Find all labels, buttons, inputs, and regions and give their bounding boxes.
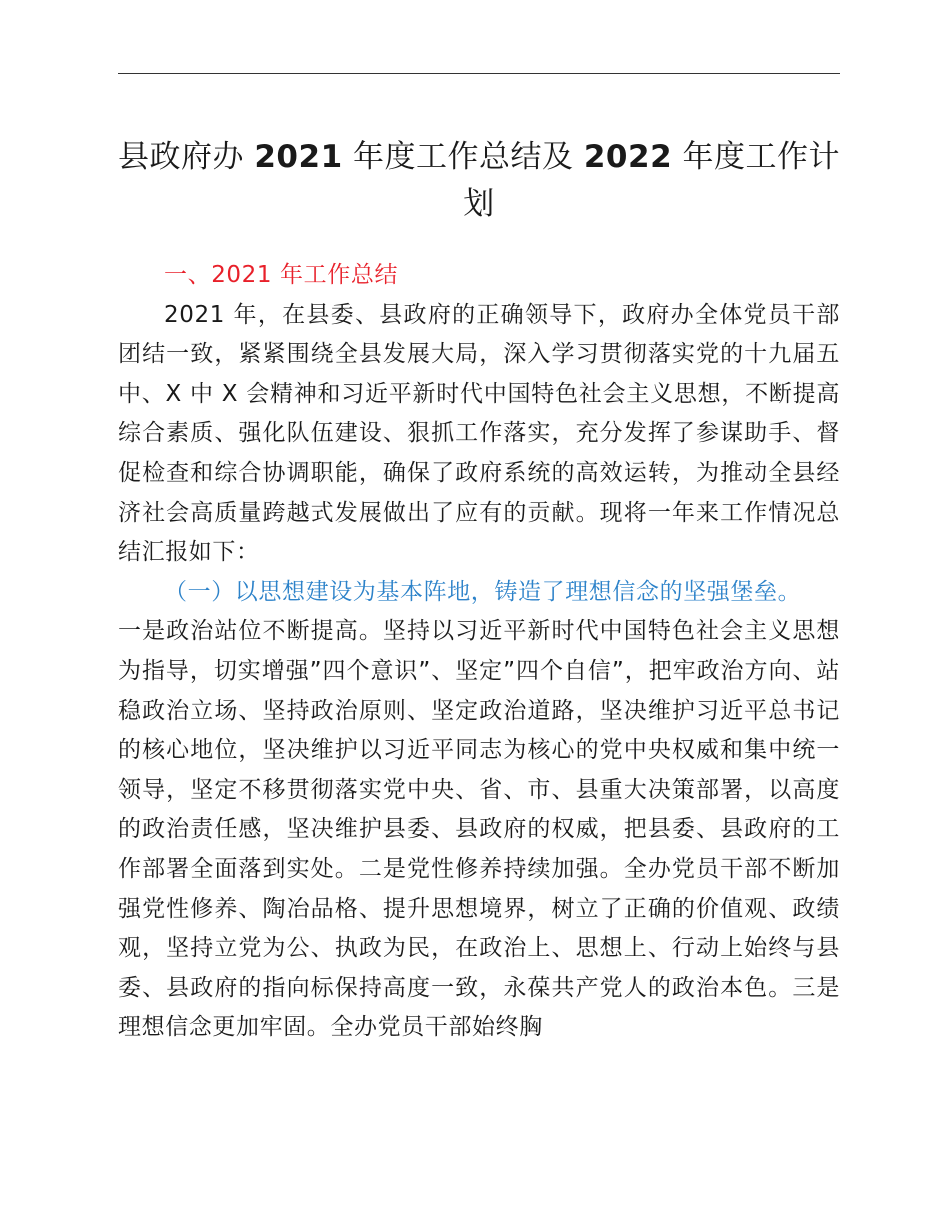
title-year1: 2021 [254,139,343,175]
title-part1: 县政府办 [118,139,255,175]
header-rule [118,73,840,74]
title-year2: 2022 [583,139,673,175]
title-part3: 年度工作计划 [463,139,840,222]
subsection-heading: （一）以思想建设为基本阵地，铸造了理想信念的坚强堡垒。 [164,578,802,605]
title-part2: 年度工作总结及 [342,139,584,175]
intro-paragraph: 2021 年，在县委、县政府的正确领导下，政府办全体党员干部团结一致，紧紧围绕全县发展大局，深入学习贯彻落实党的十九届五中、X 中 X 会精神和习近平新时代中国特色社会主义思想，不断提高综合素质、强化队伍建设、狠抓工作落实，充分发挥了参谋助手、督促检查和综合协调职能，确保了政府系统的高效运转，为推动全县经济社会高质量跨越式发展做出了应有的贡献。现将一年来工作情况总结汇报如下： [118,301,840,566]
section-heading: 一、2021 年工作总结 [164,262,399,288]
subsection-paragraph: 一是政治站位不断提高。坚持以习近平新时代中国特色社会主义思想为指导，切实增强”四个意识”、坚定”四个自信”，把牢政治方向、站稳政治立场、坚持政治原则、坚定政治道路，坚决维护习近平总书记的核心地位，坚决维护以习近平同志为核心的党中央权威和集中统一领导，坚定不移贯彻落实党中央、省、市、县重大决策部署，以高度的政治责任感，坚决维护县委、县政府的权威，把县委、县政府的工作部署全面落到实处。二是党性修养持续加强。全办党员干部不断加强党性修养、陶冶品格、提升思想境界，树立了正确的价值观、政绩观，坚持立党为公、执政为民，在政治上、思想上、行动上始终与县委、县政府的指向标保持高度一致，永葆共产党人的政治本色。三是理想信念更加牢固。全办党员干部始终胸 [118,618,840,1041]
document-body [118,256,840,1048]
document-title [118,134,840,228]
